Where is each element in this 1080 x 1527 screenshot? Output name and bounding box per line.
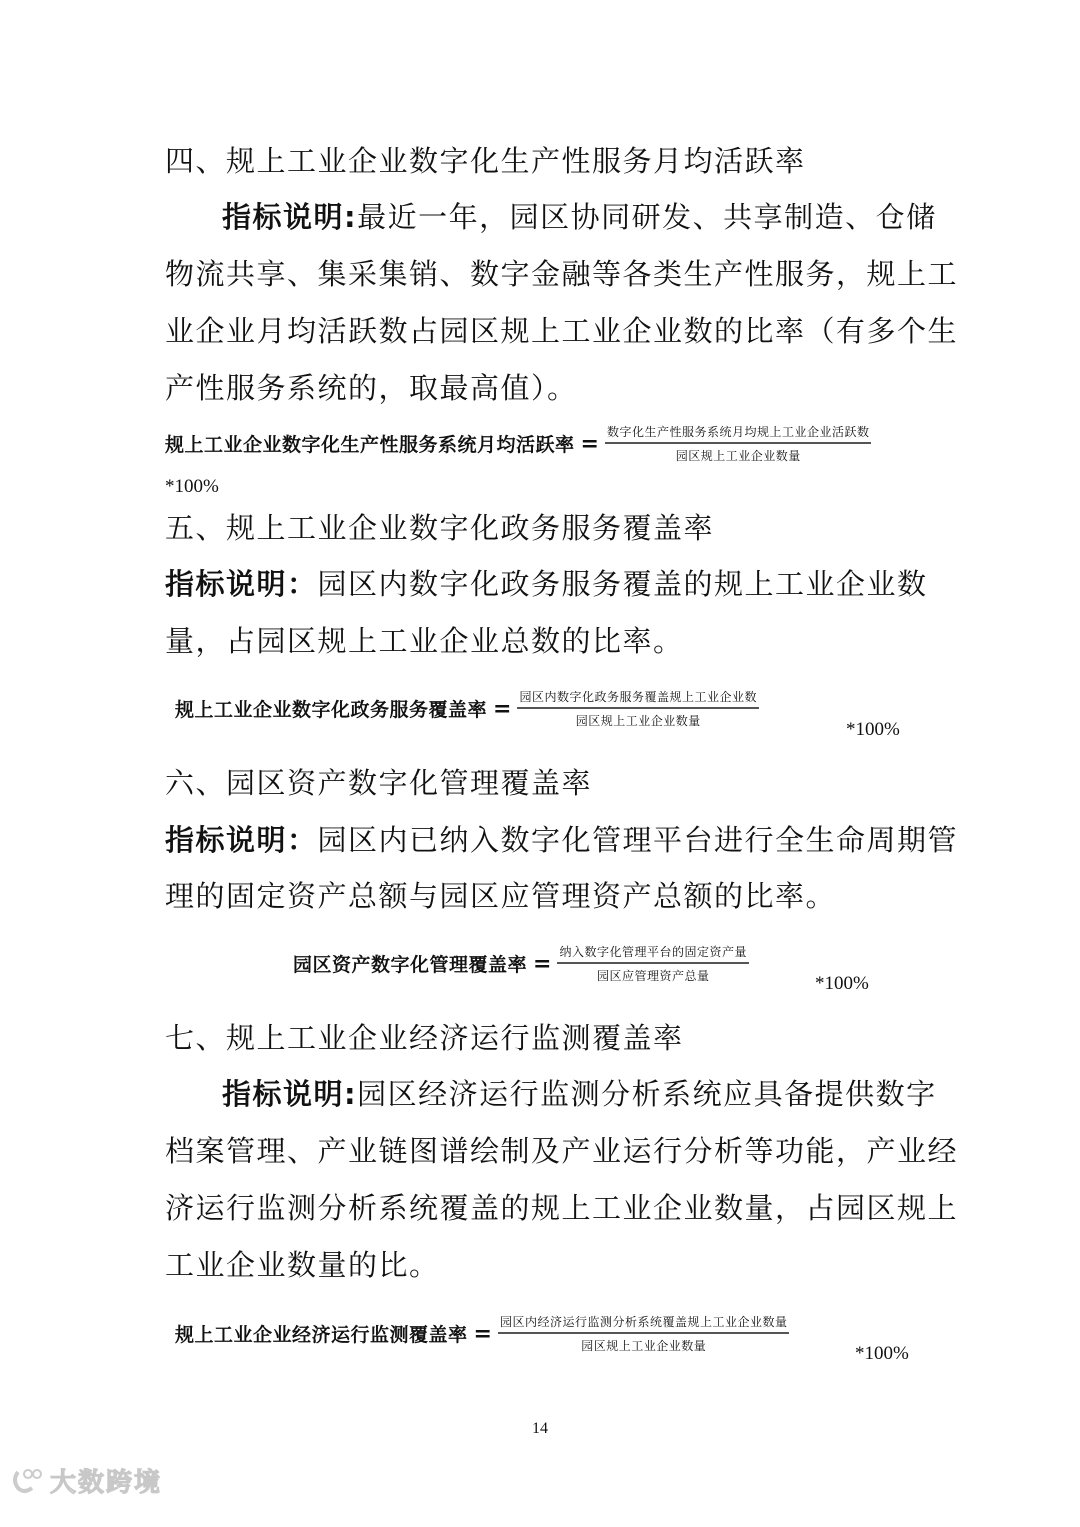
section-4-desc-line-1 [222,199,937,235]
fraction [498,1313,790,1354]
section-7-desc-line-1 [222,1076,937,1112]
watermark-text: 大数跨境 [50,1468,163,1498]
section-7-formula [175,1313,789,1354]
section-6-formula [293,943,749,984]
equals-sign: = [580,430,599,457]
section-5-heading: 五、规上工业企业数字化政务服务覆盖率 [165,511,715,545]
section-7-desc-line-3: 济运行监测分析系统覆盖的规上工业企业数量，占园区规上 [165,1191,959,1225]
desc-text: 园区内已纳入数字化管理平台进行全生命周期管 [317,823,959,857]
formula-lhs: 规上工业企业数字化政务服务覆盖率 [175,699,488,721]
desc-text: 园区内数字化政务服务覆盖的规上工业企业数 [317,567,928,601]
section-5-desc-line-2: 量，占园区规上工业企业总数的比率。 [165,624,684,658]
section-4-multiplier: *100% [165,476,219,497]
fraction [517,688,759,729]
denominator: 园区规上工业企业数量 [675,449,801,463]
section-6-multiplier: *100% [815,973,869,994]
section-7-desc-line-4: 工业企业数量的比。 [165,1248,440,1282]
equals-sign: = [473,1320,492,1347]
watermark [10,1462,162,1499]
section-4-heading: 四、规上工业企业数字化生产性服务月均活跃率 [165,144,806,178]
desc-label: 指标说明: [222,200,358,234]
page-number: 14 [532,1420,548,1437]
formula-lhs: 规上工业企业数字化生产性服务系统月均活跃率 [165,434,575,456]
watermark-logo-icon [10,1466,44,1496]
desc-label: 指标说明： [165,823,318,857]
section-7-heading: 七、规上工业企业经济运行监测覆盖率 [165,1021,684,1055]
numerator: 园区内经济运行监测分析系统覆盖规上工业企业数量 [498,1313,790,1334]
section-6-desc-line-1 [165,822,958,858]
fraction [605,423,872,464]
section-5-formula [175,688,759,729]
section-7-multiplier: *100% [855,1343,909,1364]
denominator: 园区规上工业企业数量 [575,714,701,728]
section-4-formula [165,423,871,464]
numerator: 纳入数字化管理平台的固定资产量 [557,943,749,964]
equals-sign: = [493,695,512,722]
desc-text: 园区经济运行监测分析系统应具备提供数字 [357,1077,937,1111]
section-7-desc-line-2: 档案管理、产业链图谱绘制及产业运行分析等功能，产业经 [165,1134,959,1168]
numerator: 数字化生产性服务系统月均规上工业企业活跃数 [605,423,872,444]
section-4-desc-line-4: 产性服务系统的，取最高值）。 [165,371,578,405]
formula-lhs: 规上工业企业经济运行监测覆盖率 [175,1324,468,1346]
desc-text: 最近一年，园区协同研发、共享制造、仓储 [357,200,937,234]
section-5-desc-line-1 [165,566,928,602]
equals-sign: = [533,950,552,977]
numerator: 园区内数字化政务服务覆盖规上工业企业数 [517,688,759,709]
denominator: 园区规上工业企业数量 [581,1339,707,1353]
section-5-multiplier: *100% [846,719,900,740]
desc-label: 指标说明： [165,567,318,601]
desc-label: 指标说明: [222,1077,358,1111]
section-6-heading: 六、园区资产数字化管理覆盖率 [165,766,593,800]
section-6-desc-line-2: 理的固定资产总额与园区应管理资产总额的比率。 [165,879,837,913]
denominator: 园区应管理资产总量 [596,969,710,983]
section-4-desc-line-3: 业企业月均活跃数占园区规上工业企业数的比率（有多个生 [165,314,959,348]
section-4-desc-line-2: 物流共享、集采集销、数字金融等各类生产性服务，规上工 [165,257,959,291]
fraction [557,943,749,984]
formula-lhs: 园区资产数字化管理覆盖率 [293,954,528,976]
